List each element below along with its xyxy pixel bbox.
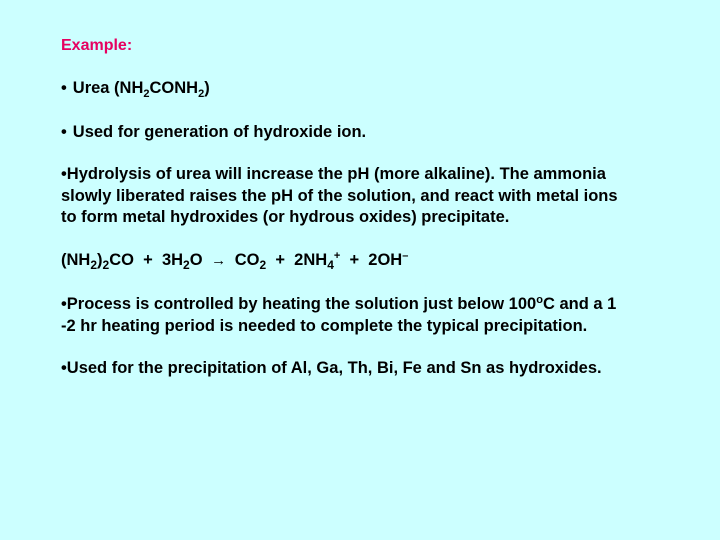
product-hydroxide: 2OH– — [368, 250, 409, 269]
hydrolysis-line-3: to form metal hydroxides (or hydrous oxides) precipitate. — [61, 208, 510, 226]
bullet-mark: • — [61, 295, 67, 313]
hydrolysis-line-2: slowly liberated raises the pH of the solution, and react with metal ions — [61, 186, 618, 205]
reactant-urea: $(NH_2)_2CO$ — [61, 251, 134, 272]
process-line-2: -2 hr heating period is needed to complete the typical precipitation. — [61, 316, 588, 335]
product-ammonium: $2NH_4^+$ — [294, 250, 341, 272]
urea-sub-2: 2 — [198, 88, 205, 100]
plus-sign: + — [275, 251, 285, 269]
bullet-mark: • — [61, 359, 67, 377]
urea-text-mid: CONH — [149, 79, 199, 97]
precipitation-bullet — [61, 358, 681, 380]
hydrolysis-bullet — [61, 164, 681, 229]
plus-sign: + — [349, 251, 360, 269]
plus-sign: + — [143, 251, 153, 269]
bullet-mark: • — [61, 165, 67, 183]
use-bullet — [61, 122, 681, 144]
hydrolysis-text-1: Hydrolysis of urea will increase the pH (more alkaline). The ammonia — [66, 165, 606, 183]
bullet-mark: • — [61, 79, 67, 97]
degree-mark: o — [536, 294, 543, 306]
use-text: Used for generation of hydroxide ion. — [72, 123, 367, 141]
product-co2: $CO_2$ — [234, 251, 267, 272]
process-bullet — [61, 294, 681, 337]
process-line-1: •Process is controlled by heating the solution just below 100$^o$C and a 1 — [61, 294, 617, 313]
bullet-mark: • — [61, 123, 67, 141]
precipitation-text: Used for the precipitation of Al, Ga, Th, Bi, Fe and Sn as hydroxides. — [66, 359, 602, 377]
urea-text-post: ) — [204, 79, 210, 97]
urea-sub-1: 2 — [143, 88, 150, 100]
reaction-arrow-icon: → — [211, 252, 227, 269]
example-heading: Example: — [61, 37, 133, 54]
urea-text-pre: Urea (NH — [72, 79, 144, 97]
urea-bullet — [61, 78, 681, 100]
hydrolysis-line-1 — [61, 164, 681, 186]
reactant-water: $3H_2O$ — [161, 251, 203, 272]
reaction-equation — [61, 250, 681, 272]
